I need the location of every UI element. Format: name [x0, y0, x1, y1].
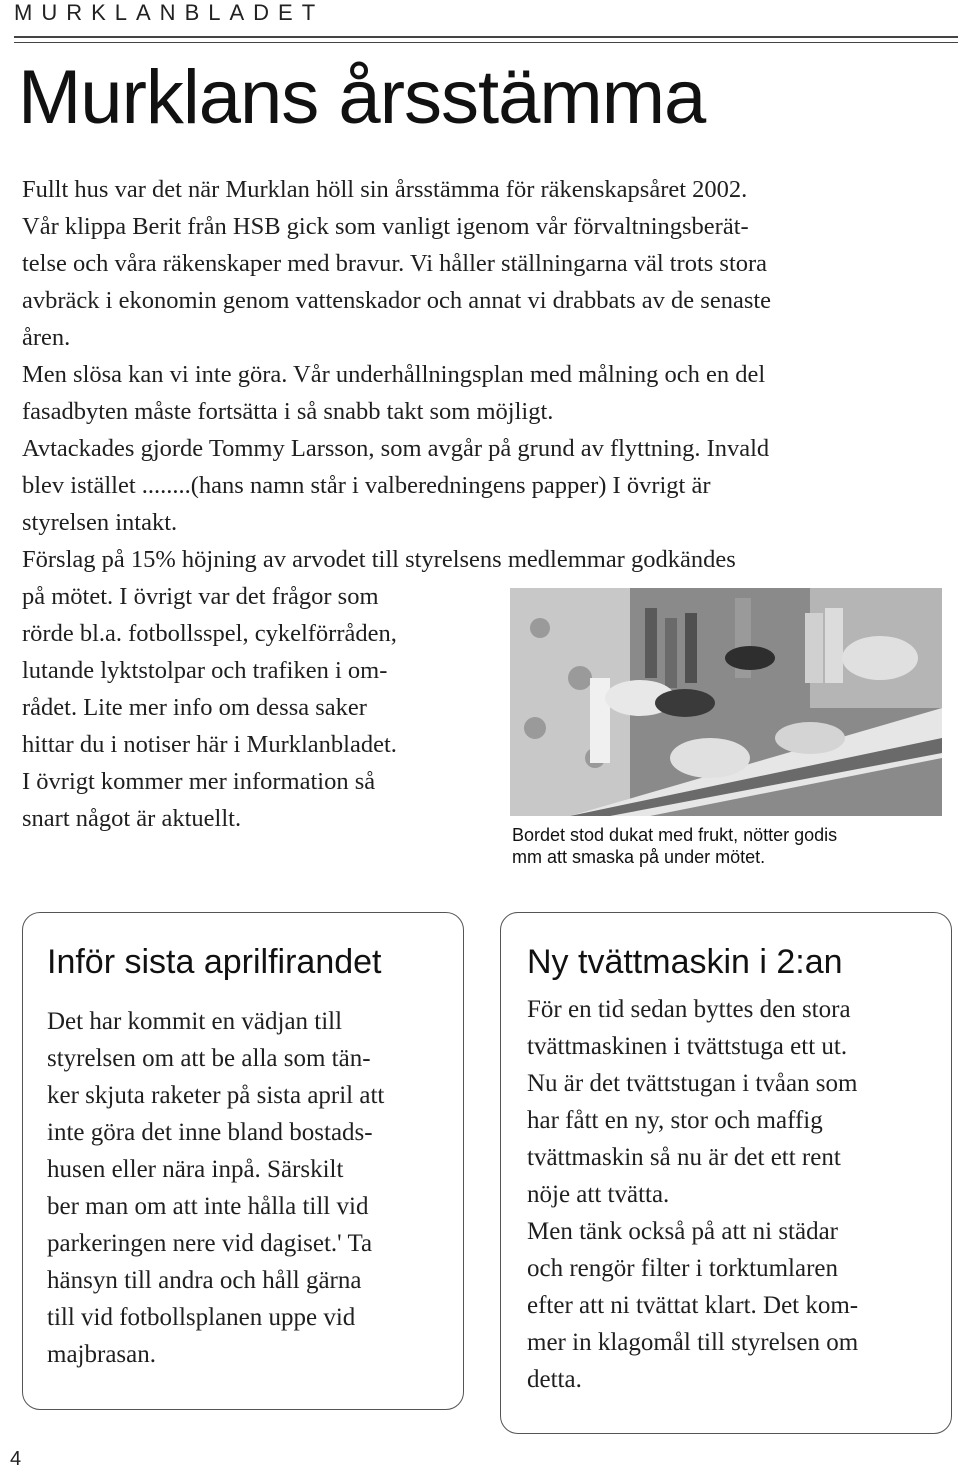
april-celebration-box	[22, 912, 464, 1410]
box-title: Ny tvättmaskin i 2:an	[527, 943, 843, 981]
body-line: rörde bl.a. fotbollsspel, cykelförråden,	[22, 620, 397, 647]
box-line: och rengör filter i torktumlaren	[527, 1255, 838, 1282]
body-line: på mötet. I övrigt var det frågor som	[22, 583, 379, 610]
buffet-table-photo	[510, 588, 942, 816]
body-line: lutande lyktstolpar och trafiken i om-	[22, 657, 388, 684]
buffet-table-illustration	[510, 588, 942, 816]
body-line: fasadbyten måste fortsätta i så snabb takt som möjligt.	[22, 398, 554, 425]
page-number: 4	[10, 1448, 22, 1470]
body-line: I övrigt kommer mer information så	[22, 768, 376, 795]
box-line: tvättmaskinen i tvättstuga ett ut.	[527, 1033, 848, 1060]
box-line: efter att ni tvättat klart. Det kom-	[527, 1292, 859, 1319]
body-line: avbräck i ekonomin genom vattenskador och annat vi drabbats av de senaste	[22, 287, 772, 314]
box-line: parkeringen nere vid dagiset.' Ta	[47, 1230, 373, 1257]
masthead-rule	[14, 36, 958, 43]
box-line: hänsyn till andra och håll gärna	[47, 1267, 362, 1294]
box-line: Det har kommit en vädjan till	[47, 1008, 343, 1035]
body-line: Fullt hus var det när Murklan höll sin årsstämma för räkenskapsåret 2002.	[22, 176, 748, 203]
caption-line: Bordet stod dukat med frukt, nötter godis	[512, 825, 838, 845]
box-line: För en tid sedan byttes den stora	[527, 996, 851, 1023]
box-line: Nu är det tvättstugan i tvåan som	[527, 1070, 858, 1097]
body-line: snart något är aktuellt.	[22, 805, 242, 832]
box-title: Inför sista aprilfirandet	[47, 943, 382, 981]
box-line: styrelsen om att be alla som tän-	[47, 1045, 371, 1072]
body-line: blev istället ........(hans namn står i valberedningens papper) I övrigt är	[22, 472, 711, 499]
body-line: rådet. Lite mer info om dessa saker	[22, 694, 367, 721]
box-line: Men tänk också på att ni städar	[527, 1218, 839, 1245]
body-line: hittar du i notiser här i Murklanbladet.	[22, 731, 397, 758]
article-title: Murklans årsstämma	[18, 55, 706, 140]
body-line: Vår klippa Berit från HSB gick som vanligt igenom vår förvaltningsberät-	[22, 213, 749, 240]
caption-line: mm att smaska på under mötet.	[512, 847, 766, 867]
box-line: detta.	[527, 1366, 582, 1393]
body-line: åren.	[22, 324, 71, 351]
box-line: tvättmaskin så nu är det ett rent	[527, 1144, 841, 1171]
box-line: husen eller nära inpå. Särskilt	[47, 1156, 344, 1183]
body-line: Men slösa kan vi inte göra. Vår underhållningsplan med målning och en del	[22, 361, 766, 388]
body-line: telse och våra räkenskaper med bravur. Vi håller ställningarna väl trots stora	[22, 250, 768, 277]
masthead: MURKLANBLADET	[14, 0, 325, 25]
box-line: majbrasan.	[47, 1341, 156, 1368]
photo-caption	[512, 824, 942, 868]
box-line: ker skjuta raketer på sista april att	[47, 1082, 385, 1109]
box-line: nöje att tvätta.	[527, 1181, 670, 1208]
body-line: Avtackades gjorde Tommy Larsson, som avgår på grund av flyttning. Invald	[22, 435, 770, 462]
body-line: styrelsen intakt.	[22, 509, 178, 536]
box-line: mer in klagomål till styrelsen om	[527, 1329, 859, 1356]
box-line: har fått en ny, stor och maffig	[527, 1107, 823, 1134]
box-line: inte göra det inne bland bostads-	[47, 1119, 373, 1146]
box-line: till vid fotbollsplanen uppe vid	[47, 1304, 356, 1331]
washing-machine-box	[500, 912, 952, 1434]
box-line: ber man om att inte hålla till vid	[47, 1193, 369, 1220]
body-line: Förslag på 15% höjning av arvodet till styrelsens medlemmar godkändes	[22, 546, 736, 573]
